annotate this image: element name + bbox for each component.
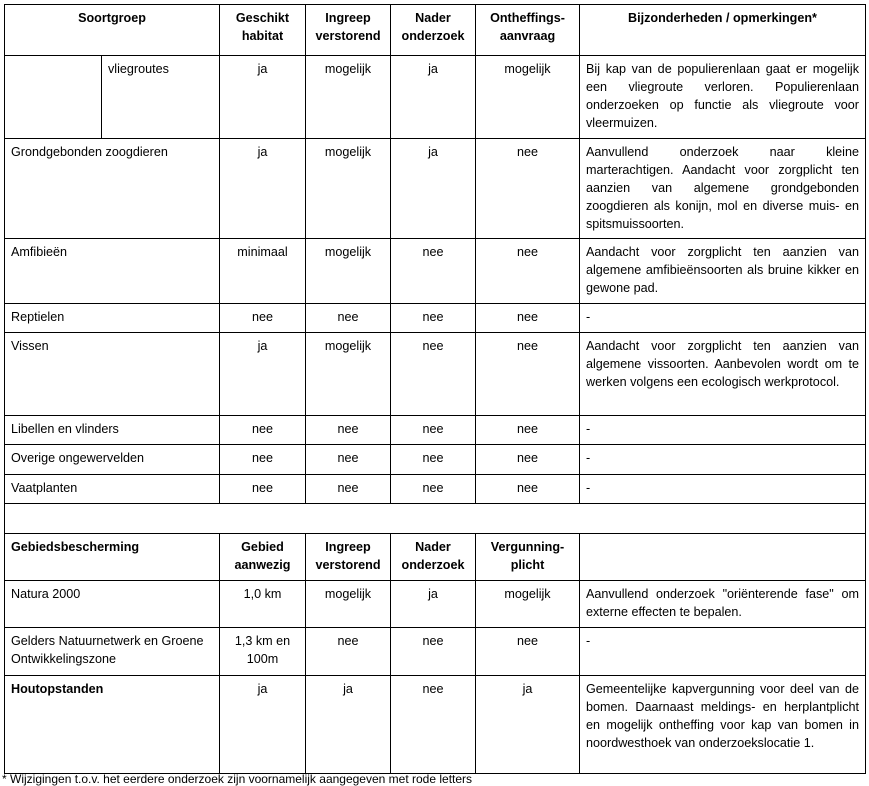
cell-value: nee — [306, 628, 391, 676]
cell-note: - — [580, 628, 866, 676]
cell-value: mogelijk — [306, 239, 391, 304]
cell-value: nee — [306, 445, 391, 475]
header-ontheffingsaanvraag: Ontheffings-aanvraag — [476, 5, 580, 56]
spacer-cell — [5, 504, 866, 534]
cell-value: mogelijk — [476, 56, 580, 139]
cell-note: - — [580, 475, 866, 504]
cell-value: nee — [391, 416, 476, 445]
cell-value: nee — [306, 475, 391, 504]
spacer-row — [5, 504, 866, 534]
row-label: Grondgebonden zoogdieren — [5, 139, 220, 239]
table-row — [5, 628, 866, 676]
cell-value: nee — [220, 445, 306, 475]
cell-value: nee — [391, 333, 476, 416]
row-label: Libellen en vlinders — [5, 416, 220, 445]
cell-value: nee — [391, 304, 476, 333]
cell-value: ja — [220, 676, 306, 774]
header-ingreep-verstorend: Ingreep verstorend — [306, 534, 391, 581]
cell-value: nee — [476, 475, 580, 504]
table-row — [5, 676, 866, 774]
cell-value: nee — [391, 239, 476, 304]
cell-value: nee — [476, 416, 580, 445]
cell-value: nee — [476, 445, 580, 475]
row-label: Amfibieën — [5, 239, 220, 304]
row-label: Vaatplanten — [5, 475, 220, 504]
cell-value: ja — [391, 56, 476, 139]
header-nader-onderzoek: Nader onderzoek — [391, 5, 476, 56]
cell-value: nee — [391, 445, 476, 475]
cell-value: nee — [476, 139, 580, 239]
cell-value: nee — [476, 333, 580, 416]
cell-value: nee — [220, 475, 306, 504]
header-bijzonderheden: Bijzonderheden / opmerkingen* — [580, 5, 866, 56]
cell-note: - — [580, 445, 866, 475]
cell-value: nee — [391, 475, 476, 504]
cell-value: mogelijk — [476, 581, 580, 628]
row-label: vliegroutes — [102, 56, 220, 139]
header-ingreep-verstorend: Ingreep verstorend — [306, 5, 391, 56]
cell-value: ja — [220, 56, 306, 139]
cell-value: nee — [476, 239, 580, 304]
cell-note: Aandacht voor zorgplicht ten aanzien van algemene vissoorten. Aanbevolen wordt om te werken volgens een ecologisch werkprotocol. — [580, 333, 866, 416]
table-row — [5, 445, 866, 475]
cell-value: 1,0 km — [220, 581, 306, 628]
table-row — [5, 56, 866, 139]
cell-value: nee — [391, 628, 476, 676]
cell-value: ja — [391, 139, 476, 239]
cell-note: - — [580, 416, 866, 445]
cell-note: Aandacht voor zorgplicht ten aanzien van algemene amfibieënsoorten als bruine kikker en gewone pad. — [580, 239, 866, 304]
row-label: Reptielen — [5, 304, 220, 333]
table-row — [5, 139, 866, 239]
table-row — [5, 416, 866, 445]
cell-note: Aanvullend onderzoek "oriënterende fase" om externe effecten te bepalen. — [580, 581, 866, 628]
cell-note: Gemeentelijke kapvergunning voor deel van de bomen. Daarnaast meldings- en herplantplicht en mogelijk ontheffing voor kap van bomen in noordwesthoek van onderzoekslocatie 1. — [580, 676, 866, 774]
cell-value: nee — [306, 416, 391, 445]
cell-value: mogelijk — [306, 333, 391, 416]
header-vergunningplicht: Vergunning-plicht — [476, 534, 580, 581]
cell-value: nee — [476, 628, 580, 676]
cell-value: mogelijk — [306, 139, 391, 239]
row-label: Houtopstanden — [5, 676, 220, 774]
cell-value: nee — [220, 304, 306, 333]
header-empty — [580, 534, 866, 581]
cell-value: mogelijk — [306, 581, 391, 628]
cell-value: nee — [476, 304, 580, 333]
table-row — [5, 475, 866, 504]
cell-value: mogelijk — [306, 56, 391, 139]
cell-value: ja — [220, 333, 306, 416]
cell-note: - — [580, 304, 866, 333]
header-soortgroep: Soortgroep — [5, 5, 220, 56]
species-table — [4, 4, 866, 774]
row-group-cell — [5, 56, 102, 139]
header-geschikt-habitat: Geschikt habitat — [220, 5, 306, 56]
table-row — [5, 581, 866, 628]
cell-value: ja — [391, 581, 476, 628]
cell-note: Bij kap van de populierenlaan gaat er mogelijk een vliegroute verloren. Populierenlaan onderzoeken op functie als vliegroute voor vleermuizen. — [580, 56, 866, 139]
cell-value: nee — [306, 304, 391, 333]
footnote: * Wijzigingen t.o.v. het eerdere onderzoek zijn voornamelijk aangegeven met rode letters — [2, 772, 473, 786]
header-gebied-aanwezig: Gebied aanwezig — [220, 534, 306, 581]
cell-value: nee — [220, 416, 306, 445]
cell-value: ja — [306, 676, 391, 774]
header-nader-onderzoek: Nader onderzoek — [391, 534, 476, 581]
table-row — [5, 304, 866, 333]
cell-value: ja — [220, 139, 306, 239]
row-label: Natura 2000 — [5, 581, 220, 628]
cell-note: Aanvullend onderzoek naar kleine marterachtigen. Aandacht voor zorgplicht ten aanzien van algemene grondgebonden zoogdieren als konijn, mol en diverse muis- en spitsmuissoorten. — [580, 139, 866, 239]
header-gebiedsbescherming: Gebiedsbescherming — [5, 534, 220, 581]
cell-value: nee — [391, 676, 476, 774]
row-label: Overige ongewervelden — [5, 445, 220, 475]
row-label: Gelders Natuurnetwerk en Groene Ontwikkelingszone — [5, 628, 220, 676]
table-header-row — [5, 534, 866, 581]
table-row — [5, 239, 866, 304]
row-label: Vissen — [5, 333, 220, 416]
cell-value: 1,3 km en 100m — [220, 628, 306, 676]
cell-value: ja — [476, 676, 580, 774]
table-row — [5, 333, 866, 416]
cell-value: minimaal — [220, 239, 306, 304]
table-header-row — [5, 5, 866, 56]
